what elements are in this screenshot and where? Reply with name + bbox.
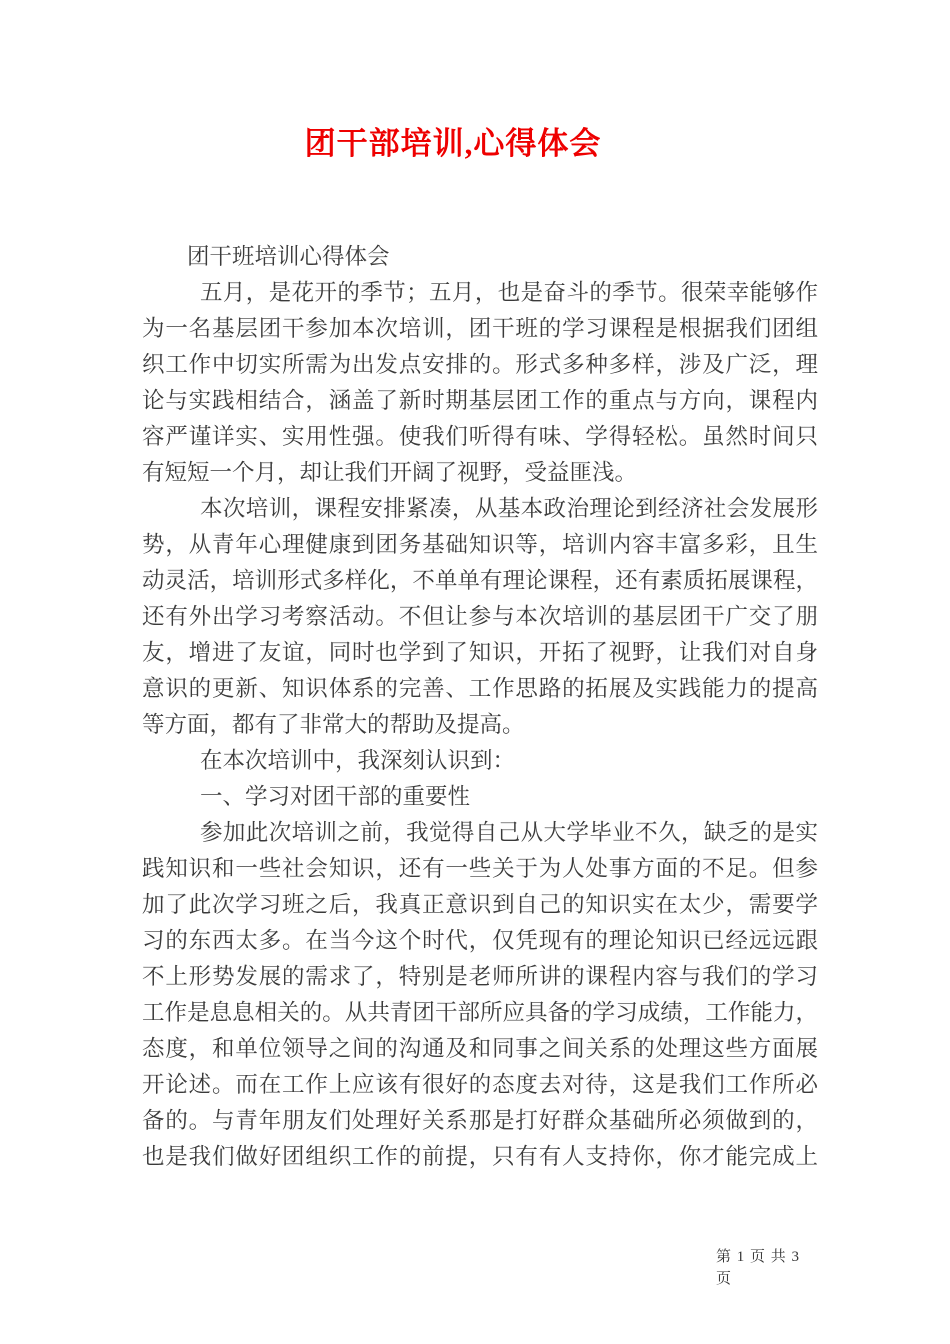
text-line: 开论述。而在工作上应该有很好的态度去对待，这是我们工作所必 xyxy=(142,1072,818,1097)
text-line: 容严谨详实、实用性强。使我们听得有味、学得轻松。虽然时间只 xyxy=(142,424,818,449)
text-line: 团干班培训心得体会 xyxy=(187,244,390,269)
text-line: 织工作中切实所需为出发点安排的。形式多种多样，涉及广泛，理 xyxy=(142,352,818,377)
text-line: 还有外出学习考察活动。不但让参与本次培训的基层团干广交了朋 xyxy=(142,604,818,629)
text-line: 友，增进了友谊，同时也学到了知识，开拓了视野，让我们对自身 xyxy=(142,640,818,665)
text-line: 参加此次培训之前，我觉得自己从大学毕业不久，缺乏的是实 xyxy=(200,820,818,845)
document-body xyxy=(142,239,818,1175)
text-line: 势，从青年心理健康到团务基础知识等，培训内容丰富多彩，且生 xyxy=(142,532,818,557)
text-line: 加了此次学习班之后，我真正意识到自己的知识实在太少，需要学 xyxy=(142,892,818,917)
text-line: 备的。与青年朋友们处理好关系那是打好群众基础所必须做到的， xyxy=(142,1108,818,1133)
text-line: 工作是息息相关的。从共青团干部所应具备的学习成绩，工作能力， xyxy=(142,1000,818,1025)
text-line: 态度，和单位领导之间的沟通及和同事之间关系的处理这些方面展 xyxy=(142,1036,818,1061)
text-line: 五月，是花开的季节；五月，也是奋斗的季节。很荣幸能够作 xyxy=(200,280,818,305)
text-line: 践知识和一些社会知识，还有一些关于为人处事方面的不足。但参 xyxy=(142,856,818,881)
text-line: 有短短一个月，却让我们开阔了视野，受益匪浅。 xyxy=(142,460,638,485)
text-line: 在本次培训中，我深刻认识到： xyxy=(200,748,516,773)
text-line: 动灵活，培训形式多样化，不单单有理论课程，还有素质拓展课程， xyxy=(142,568,818,593)
text-line: 为一名基层团干参加本次培训，团干班的学习课程是根据我们团组 xyxy=(142,316,818,341)
text-line: 等方面，都有了非常大的帮助及提高。 xyxy=(142,712,525,737)
document-title: 团干部培训,心得体会 xyxy=(304,126,602,161)
page-number: 第 1 页 共 3 页 xyxy=(716,1249,801,1287)
text-line: 也是我们做好团组织工作的前提，只有有人支持你，你才能完成上 xyxy=(142,1144,818,1169)
text-line: 本次培训，课程安排紧凑，从基本政治理论到经济社会发展形 xyxy=(200,496,818,521)
text-line: 习的东西太多。在当今这个时代，仅凭现有的理论知识已经远远跟 xyxy=(142,928,818,953)
text-line: 论与实践相结合，涵盖了新时期基层团工作的重点与方向，课程内 xyxy=(142,388,818,413)
text-line: 不上形势发展的需求了，特别是老师所讲的课程内容与我们的学习 xyxy=(142,964,818,989)
text-line: 意识的更新、知识体系的完善、工作思路的拓展及实践能力的提高 xyxy=(142,676,818,701)
text-line: 一、学习对团干部的重要性 xyxy=(200,784,471,809)
